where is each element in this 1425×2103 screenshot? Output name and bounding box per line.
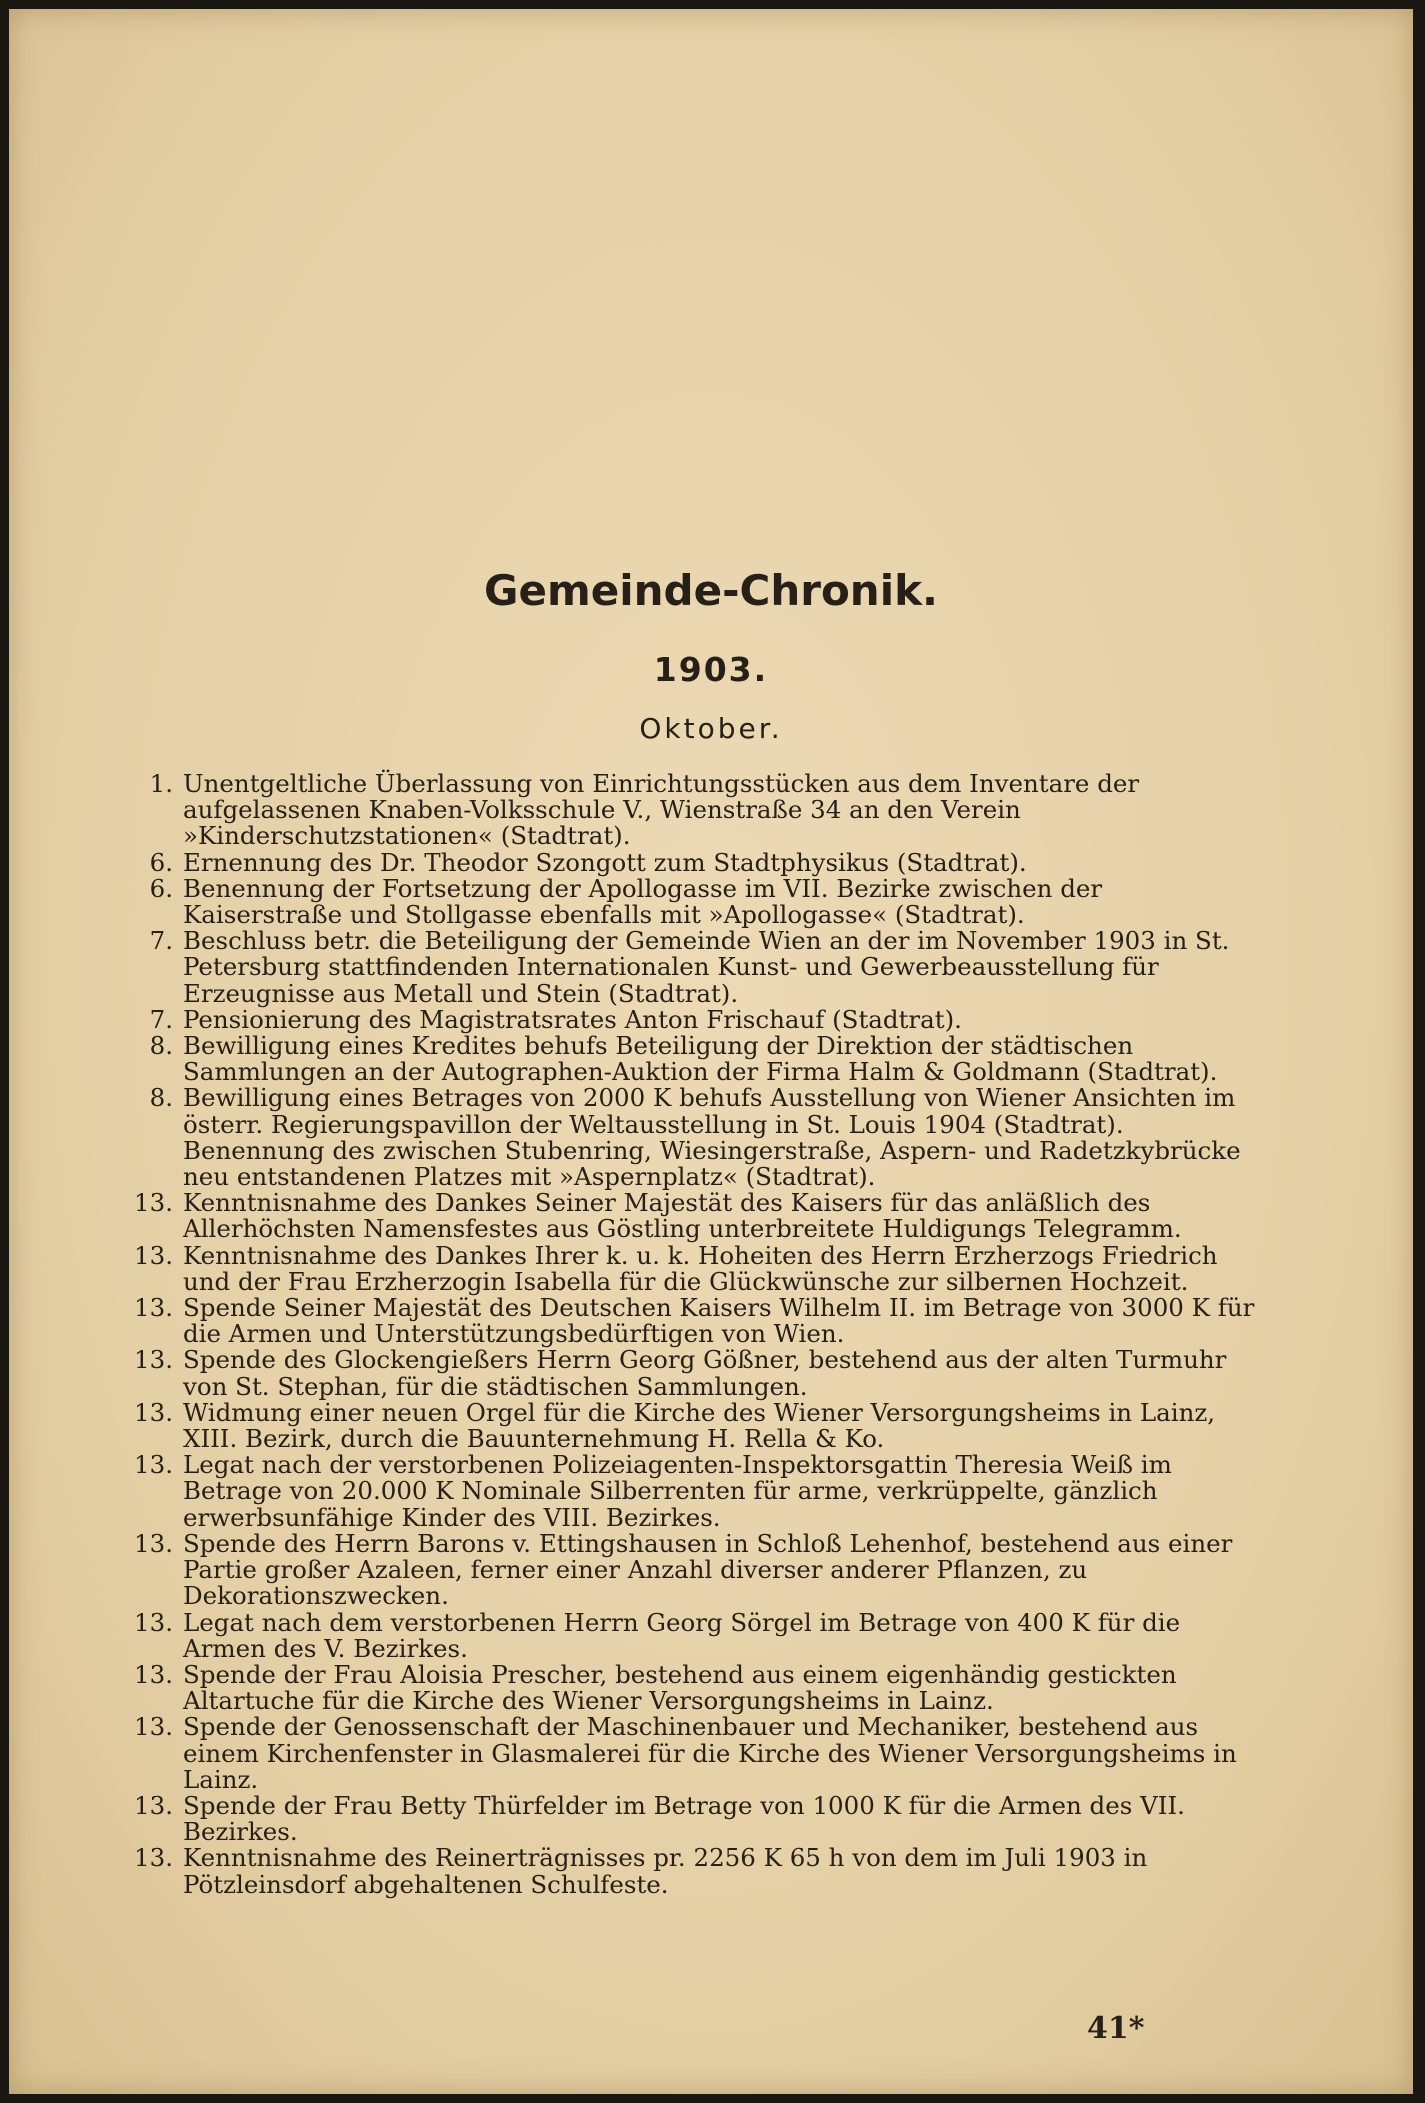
entry-day: 13.	[134, 1712, 173, 1742]
chronicle-title: Gemeinde-Chronik.	[484, 566, 938, 615]
entry-day: 6.	[149, 847, 173, 877]
entry-day: 13.	[134, 1397, 173, 1427]
list-item	[127, 1295, 1257, 1347]
list-item	[127, 1190, 1257, 1242]
entry-text: Spende der Frau Betty Thürfelder im Betrage von 1000 K für die Armen des VII. Bezirkes.	[183, 1790, 1185, 1847]
list-item	[127, 1397, 1257, 1454]
entry-text: Spende der Frau Aloisia Prescher, bestehend aus einem eigenhändig gestickten Altartuche für die Kirche des Wiener Versorgungsheims in Lainz.	[183, 1659, 1177, 1716]
list-item	[127, 928, 1257, 1007]
document-page	[9, 9, 1413, 2094]
entry-text: Kenntnisnahme des Dankes Ihrer k. u. k. Hoheiten des Herrn Erzherzogs Friedrich und der Frau Erzherzogin Isabella für die Glückwünsche zur silbernen Hochzeit.	[183, 1240, 1218, 1296]
entry-day: 13.	[134, 1450, 173, 1480]
entry-text: Ernennung des Dr. Theodor Szongott zum Stadtphysikus (Stadtrat).	[183, 847, 1027, 877]
entry-day: 13.	[134, 1659, 173, 1689]
list-item	[127, 1659, 1257, 1716]
list-item	[127, 1347, 1257, 1399]
entry-text: Spende der Genossenschaft der Maschinenbauer und Mechaniker, bestehend aus einem Kirchenfenster in Glasmalerei für die Kirche des Wiener Versorgungsheims in Lainz.	[183, 1712, 1237, 1794]
entry-day: 6.	[149, 873, 173, 903]
entry-day: 1.	[149, 769, 173, 798]
list-item	[127, 771, 1257, 850]
entry-text: Kenntnisnahme des Dankes Seiner Majestät des Kaisers für das anläßlich des Allerhöchsten Namensfestes aus Göstling unterbreitete Huldigungs Telegramm.	[183, 1188, 1182, 1244]
list-item	[127, 1240, 1257, 1296]
entry-text: Bewilligung eines Kredites behufs Beteiligung der Direktion der städtischen Sammlungen an der Autographen-Auktion der Firma Halm & Goldmann (Stadtrat).	[183, 1031, 1218, 1087]
entry-text: Legat nach dem verstorbenen Herrn Georg Sörgel im Betrage von 400 K für die Armen des V. Bezirkes.	[183, 1607, 1181, 1663]
list-item	[127, 1714, 1257, 1793]
entry-day: 13.	[134, 1188, 173, 1218]
entry-day: 13.	[134, 1528, 173, 1558]
month-heading: Oktober.	[639, 712, 783, 745]
entry-text: Pensionierung des Magistratsrates Anton Frischauf (Stadtrat).	[183, 1004, 962, 1034]
page-number: 41*	[1087, 2011, 1145, 2046]
entry-day: 7.	[149, 926, 173, 956]
entry-day: 7.	[149, 1004, 173, 1034]
list-item	[127, 1085, 1257, 1137]
entry-text: Spende des Glockengießers Herrn Georg Gößner, bestehend aus der alten Turmuhr von St. Stephan, für die städtischen Sammlungen.	[183, 1345, 1227, 1401]
entry-list	[127, 771, 1257, 1898]
list-item	[127, 1607, 1257, 1663]
list-item	[127, 873, 1257, 930]
entry-text: Legat nach der verstorbenen Polizeiagenten-Inspektorsgattin Theresia Weiß im Betrage von 20.000 K Nominale Silberrenten für arme, verkrüppelte, gänzlich erwerbsunfähige Kinder des VIII. Bezirkes.	[183, 1450, 1172, 1532]
entry-day: 13.	[134, 1345, 173, 1375]
entry-day: 8.	[149, 1083, 173, 1113]
entry-text: Spende des Herrn Barons v. Ettingshausen in Schloß Lehenhof, bestehend aus einer Partie großer Azaleen, ferner einer Anzahl diverser anderer Pflanzen, zu Dekorationszwecken.	[183, 1528, 1233, 1611]
entry-day: 13.	[134, 1240, 173, 1270]
entry-text: Widmung einer neuen Orgel für die Kirche des Wiener Versorgungsheims in Lainz, XIII. Bezirk, durch die Bauunternehmung H. Rella & Ko.	[183, 1397, 1216, 1454]
entry-text: Bewilligung eines Betrages von 2000 K behufs Ausstellung von Wiener Ansichten im österr. Regierungspavillon der Weltausstellung in St. Louis 1904 (Stadtrat).	[183, 1083, 1236, 1139]
entry-text: Kenntnisnahme des Reinerträgnisses pr. 2256 K 65 h von dem im Juli 1903 in Pötzleinsdorf abgehaltenen Schulfeste.	[183, 1843, 1148, 1899]
entry-day: 13.	[134, 1293, 173, 1323]
entry-text: Spende Seiner Majestät des Deutschen Kaisers Wilhelm II. im Betrage von 3000 K für die Armen und Unterstützungsbedürftigen von Wien.	[183, 1293, 1255, 1349]
entry-day: 13.	[134, 1790, 173, 1820]
list-item	[127, 1452, 1257, 1531]
entry-day: 8.	[149, 1031, 173, 1061]
entry-text: Benennung des zwischen Stubenring, Wiesingerstraße, Aspern- und Radetzkybrücke neu entstandenen Platzes mit »Aspernplatz« (Stadtrat).	[183, 1135, 1241, 1192]
entry-text: Beschluss betr. die Beteiligung der Gemeinde Wien an der im November 1903 in St. Petersburg stattfindenden Internationalen Kunst- und Gewerbeausstellung für Erzeugnisse aus Metall und Stein (Stadtrat).	[183, 926, 1230, 1008]
entry-day: 13.	[134, 1607, 173, 1637]
entry-text: Unentgeltliche Überlassung von Einrichtungsstücken aus dem Inventare der aufgelassenen Knaben-Volksschule V., Wienstraße 34 an den Verein »Kinderschutzstationen« (Stadtrat).	[183, 769, 1140, 851]
year-heading: 1903.	[653, 650, 769, 689]
list-item	[127, 1790, 1257, 1847]
list-item	[127, 1004, 1257, 1034]
list-item	[127, 1528, 1257, 1611]
list-item	[127, 847, 1257, 877]
list-item	[127, 1135, 1257, 1192]
entry-day: 13.	[134, 1843, 173, 1873]
list-item	[127, 1845, 1257, 1897]
list-item	[127, 1033, 1257, 1085]
entry-text: Benennung der Fortsetzung der Apollogasse im VII. Bezirke zwischen der Kaiserstraße und Stollgasse ebenfalls mit »Apollogasse« (Stadtrat).	[183, 873, 1103, 930]
